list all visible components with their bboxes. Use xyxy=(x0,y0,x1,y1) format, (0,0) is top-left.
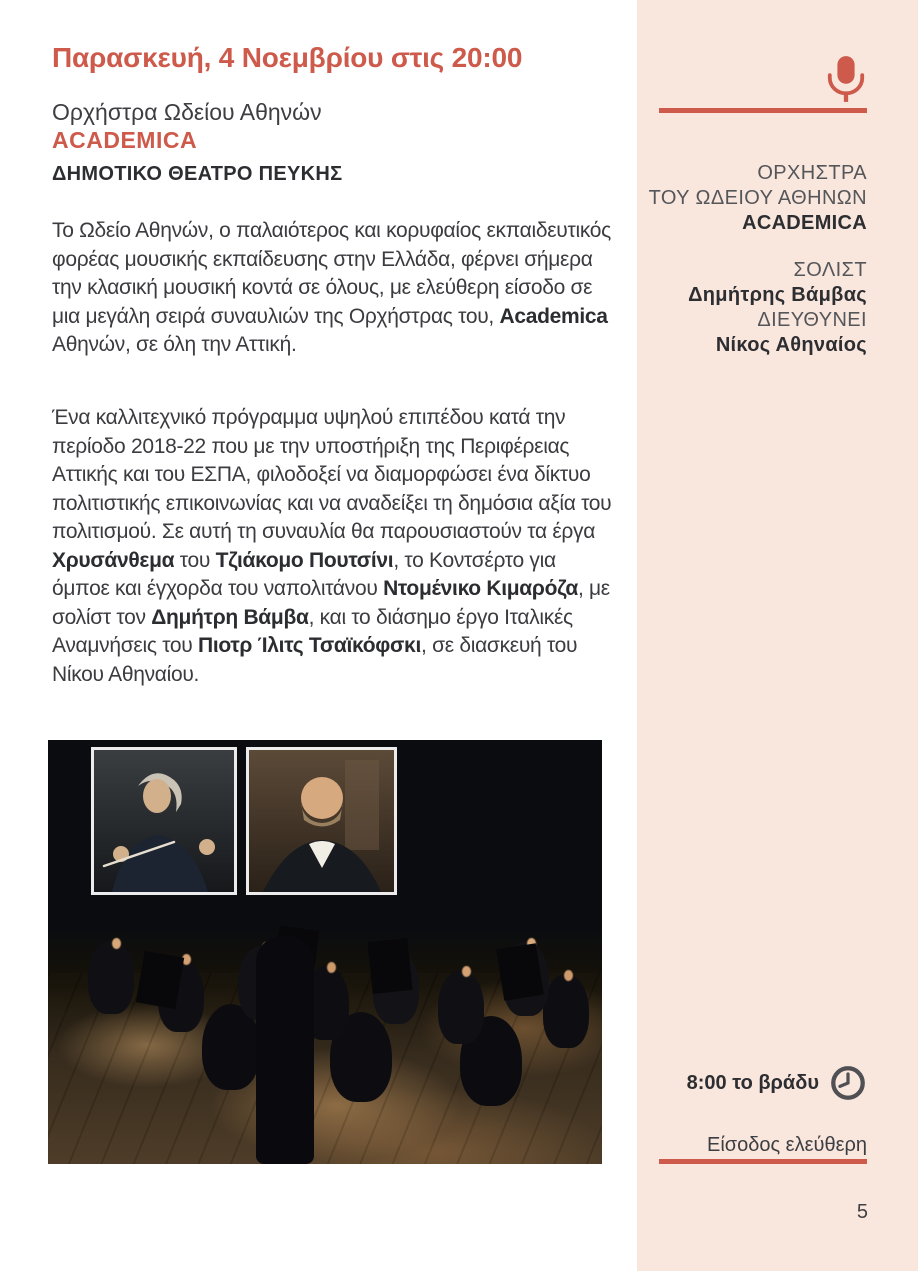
sidebar-orchestra-line1: ΟΡΧΗΣΤΡΑ xyxy=(757,162,867,184)
conductor-silhouette xyxy=(256,936,314,1164)
program-paragraph: Ένα καλλιτεχνικό πρόγραμμα υψηλού επιπέδου κατά την περίοδο 2018-22 που με την υποστήριξη της Περιφέρειας Αττικής και του ΕΣΠΑ, φιλοδοξεί να διαμορφώσει ένα δίκτυο πολιτιστικής επικοινωνίας και να αναδείξει τη δημόσια αξία του πολιτισμού. Σε αυτή τη συναυλία θα παρουσιαστούν τα έργα Χρυσάνθεμα του Τζιάκομο Πουτσίνι, το Κοντσέρτο για όμποε και έγχορδα του ναπολιτάνου Ντομένικο Κιμαρόζα, με σολίστ τον Δημήτρη Βάμβα, και το διάσημο έργο Ιταλικές Αναμνήσεις του Πιοτρ Ίλιτς Τσαϊκόφσκι, σε διασκευή του Νίκου Αθηναίου. xyxy=(52,406,612,686)
ensemble-name: ACADEMICA xyxy=(52,127,198,153)
sidebar-orchestra-line2: ΤΟΥ ΩΔΕΙΟΥ ΑΘΗΝΩΝ xyxy=(648,187,867,209)
soloist-label: ΣΟΛΙΣΤ xyxy=(793,259,867,281)
conductor-name: Νίκος Αθηναίος xyxy=(715,334,867,356)
event-time: 8:00 το βράδυ xyxy=(686,1071,819,1094)
event-datetime: Παρασκευή, 4 Νοεμβρίου στις 20:00 xyxy=(52,42,523,73)
orchestra-photo xyxy=(48,740,602,1164)
soloist-name: Δημήτρης Βάμβας xyxy=(688,284,867,306)
soloist-portrait xyxy=(246,747,397,895)
stage-tiles xyxy=(48,973,602,1164)
venue-name: ΔΗΜΟΤΙΚΟ ΘΕΑΤΡΟ ΠΕΥΚΗΣ xyxy=(52,163,343,185)
soloist-portrait-art xyxy=(249,750,394,892)
clock-icon xyxy=(829,1064,867,1102)
time-row xyxy=(687,1063,867,1103)
conductor-portrait-art xyxy=(94,750,234,892)
orchestra-name: Ορχήστρα Ωδείου Αθηνών xyxy=(52,99,322,125)
conductor-label: ΔΙΕΥΘΥΝΕΙ xyxy=(757,309,867,331)
bottom-divider xyxy=(659,1159,867,1164)
sidebar xyxy=(637,0,918,1271)
music-stand xyxy=(496,943,544,1001)
page-number: 5 xyxy=(856,1201,868,1223)
sidebar-ensemble-name: ACADEMICA xyxy=(742,212,867,234)
musician-faces xyxy=(112,938,121,949)
admission-note: Είσοδος ελεύθερη xyxy=(706,1134,867,1156)
conductor-portrait xyxy=(91,747,237,895)
microphone-icon xyxy=(825,54,867,104)
musician-silhouettes xyxy=(88,940,134,1014)
top-divider xyxy=(659,108,867,113)
music-stand xyxy=(367,938,412,994)
intro-paragraph: Το Ωδείο Αθηνών, ο παλαιότερος και κορυφαίος εκπαιδευτικός φορέας μουσικής εκπαίδευσης στην Ελλάδα, φέρνει σήμερα την κλασική μουσική κοντά σε όλους, με ελεύθερη είσοδο σε μια μεγάλη σειρά συναυλιών της Ορχήστρας του, Academica Αθηνών, σε όλη την Αττική. xyxy=(52,219,611,356)
